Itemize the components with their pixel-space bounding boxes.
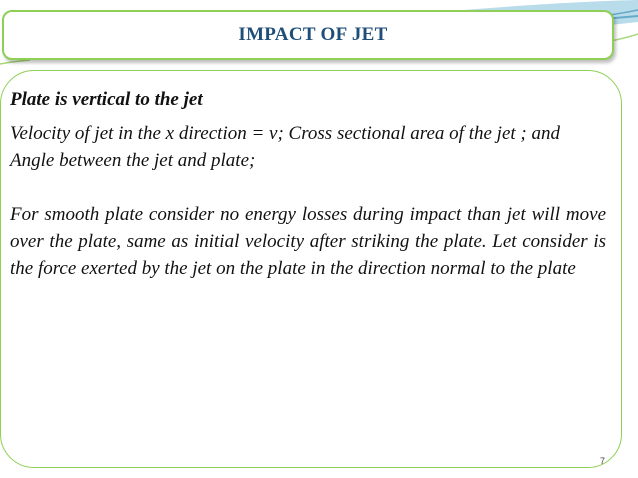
top-left-green-swoosh (0, 60, 30, 64)
section-heading: Plate is vertical to the jet (10, 89, 203, 110)
paragraph-smooth-plate: For smooth plate consider no energy losses during impact than jet will move over the plate, same as initial velocity after striking the plate. Let consider is the force exerted by the jet on the plate in the direction normal to the plate (10, 204, 606, 279)
slide-title: IMPACT OF JET (238, 24, 388, 45)
paragraph-velocity: Velocity of jet in the x direction = v; Cross sectional area of the jet ; and Angle between the jet and plate; (10, 123, 560, 171)
slide-title-box (2, 10, 614, 60)
slide-body (10, 86, 606, 282)
page-number: 7 (600, 456, 606, 466)
